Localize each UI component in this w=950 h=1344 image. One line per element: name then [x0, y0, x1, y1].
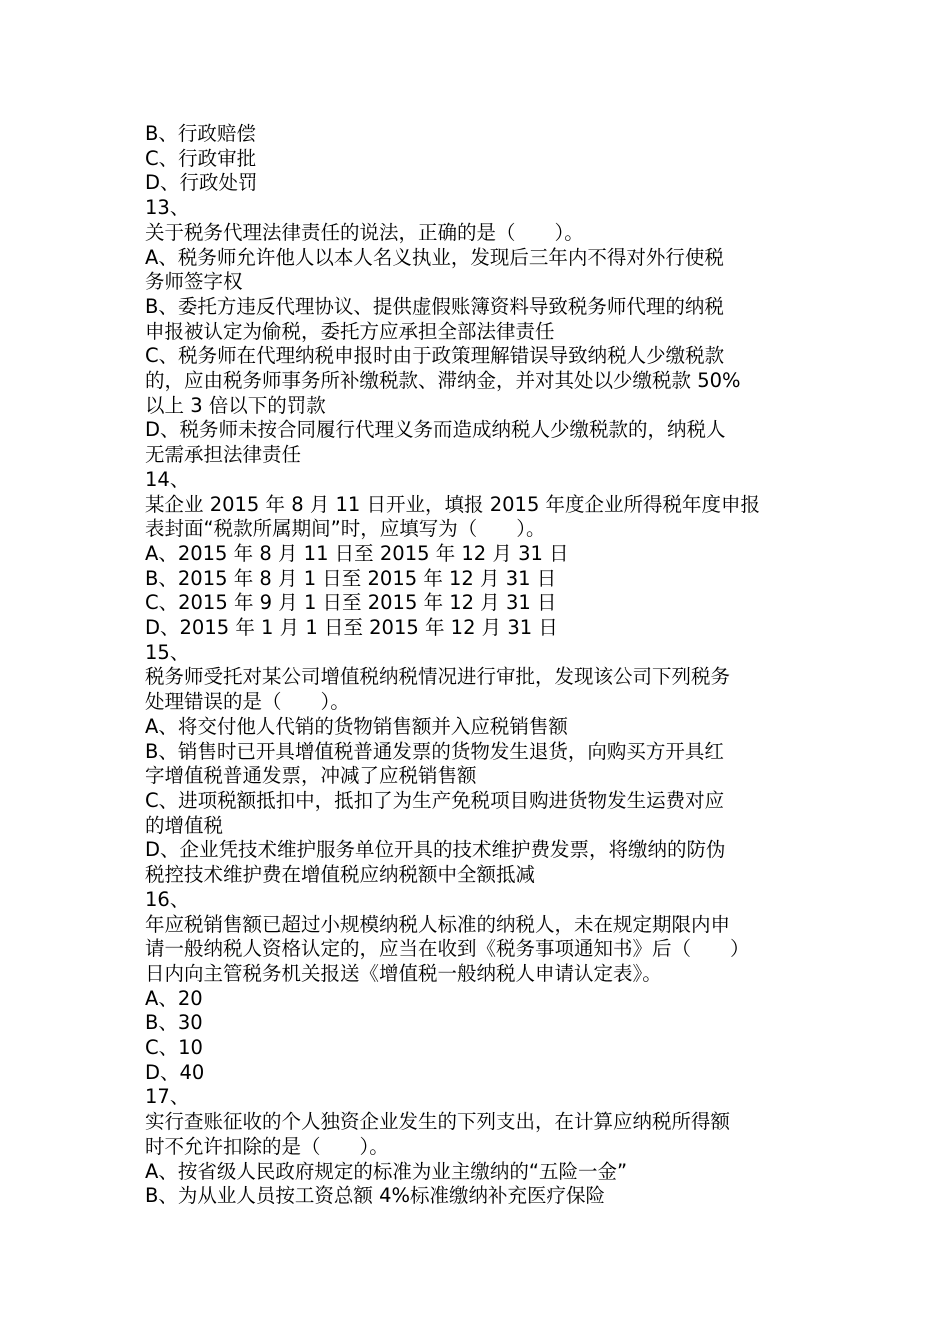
text-line: C、行政审批 [145, 146, 257, 170]
text-line: A、按省级人民政府规定的标准为业主缴纳的“五险一金” [145, 1159, 628, 1183]
text-line: C、2015 年 9 月 1 日至 2015 年 12 月 31 日 [145, 591, 557, 615]
text-line: 以上 3 倍以下的罚款 [145, 393, 326, 417]
text-line: C、税务师在代理纳税申报时由于政策理解错误导致纳税人少缴税款 [145, 344, 725, 368]
text-line: 14、 [145, 467, 190, 491]
text-line: 务师签字权 [145, 270, 243, 294]
text-line: 实行查账征收的个人独资企业发生的下列支出，在计算应纳税所得额 [145, 1110, 731, 1134]
text-line: 日内向主管税务机关报送《增值税一般纳税人申请认定表》。 [145, 961, 662, 985]
text-line: 字增值税普通发票，冲减了应税销售额 [145, 764, 477, 788]
text-line: 的，应由税务师事务所补缴税款、滞纳金，并对其处以少缴税款 50% [145, 369, 741, 393]
text-line: 关于税务代理法律责任的说法，正确的是（ ）。 [145, 220, 584, 244]
text-line: A、20 [145, 986, 203, 1010]
text-line: B、行政赔偿 [145, 122, 256, 145]
text-line: 年应税销售额已超过小规模纳税人标准的纳税人，未在规定期限内申 [145, 912, 731, 936]
text-line: 的增值税 [145, 813, 224, 837]
text-line: 申报被认定为偷税，委托方应承担全部法律责任 [145, 319, 555, 343]
text-line: 税务师受托对某公司增值税纳税情况进行审批，发现该公司下列税务 [145, 665, 731, 689]
text-line: 某企业 2015 年 8 月 11 日开业，填报 2015 年度企业所得税年度申报 [145, 492, 761, 516]
text-line: C、10 [145, 1036, 203, 1060]
document-page [145, 122, 810, 1209]
text-line: 无需承担法律责任 [145, 443, 302, 467]
text-line: 17、 [145, 1085, 190, 1109]
text-line: 15、 [145, 640, 190, 664]
text-line: C、进项税额抵扣中，抵扣了为生产免税项目购进货物发生运费对应 [145, 788, 725, 812]
text-line: 16、 [145, 887, 190, 911]
text-line: 处理错误的是（ ）。 [145, 690, 350, 714]
text-line: B、为从业人员按工资总额 4%标准缴纳补充医疗保险 [145, 1184, 606, 1208]
text-line: D、税务师未按合同履行代理义务而造成纳税人少缴税款的，纳税人 [145, 418, 726, 442]
text-line: A、将交付他人代销的货物销售额并入应税销售额 [145, 714, 568, 738]
text-line: A、2015 年 8 月 11 日至 2015 年 12 月 31 日 [145, 541, 569, 565]
text-line: B、30 [145, 1011, 203, 1035]
text-line: B、委托方违反代理协议、提供虚假账簿资料导致税务师代理的纳税 [145, 294, 724, 318]
text-line: 13、 [145, 196, 190, 220]
text-line: 表封面“税款所属期间”时，应填写为（ ）。 [145, 517, 546, 541]
text-line: A、税务师允许他人以本人名义执业，发现后三年内不得对外行使税 [145, 245, 724, 269]
text-line: D、40 [145, 1060, 205, 1084]
text-line: 时不允许扣除的是（ ）。 [145, 1134, 389, 1158]
text-line: 税控技术维护费在增值税应纳税额中全额抵减 [145, 863, 536, 887]
text-line: B、2015 年 8 月 1 日至 2015 年 12 月 31 日 [145, 566, 557, 590]
text-line: 请一般纳税人资格认定的，应当在收到《税务事项通知书》后（ ） [145, 937, 750, 961]
text-line: D、2015 年 1 月 1 日至 2015 年 12 月 31 日 [145, 616, 558, 640]
text-line: D、企业凭技术维护服务单位开具的技术维护费发票，将缴纳的防伪 [145, 838, 726, 862]
text-line: B、销售时已开具增值税普通发票的货物发生退货，向购买方开具红 [145, 739, 724, 763]
text-line: D、行政处罚 [145, 171, 258, 195]
